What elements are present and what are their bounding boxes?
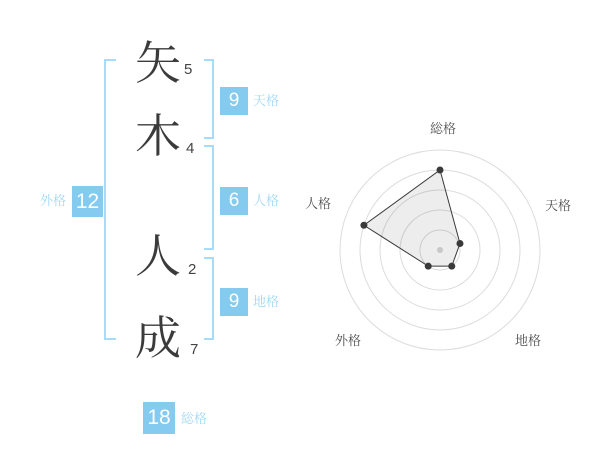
soukaku-label: 総格 [181,411,208,426]
chikaku-value-badge: 9 [220,288,248,316]
tenkaku-value-badge: 9 [220,87,248,115]
stroke-count-2: 4 [186,140,195,157]
name-char-4: 成 [135,312,181,364]
name-char-1: 矢 [135,37,181,89]
tenkaku-label: 天格 [253,93,280,108]
stroke-count-3: 2 [188,261,197,278]
radar-axis-label-soukaku: 総格 [430,121,457,136]
stroke-count-1: 5 [184,61,193,78]
jinkaku-label: 人格 [253,193,280,208]
gaikaku-value-badge: 12 [72,186,103,217]
radar-axis-label-jinkaku: 人格 [305,196,332,211]
name-char-2: 木 [135,110,181,162]
jinkaku-bracket [204,145,214,250]
radar-axis-label-chikaku: 地格 [515,333,542,348]
soukaku-value-badge: 18 [143,402,175,434]
chikaku-label: 地格 [253,294,280,309]
chikaku-bracket [204,257,214,340]
gaikaku-bracket [104,59,116,340]
gaikaku-label: 外格 [40,193,67,208]
radar-chart [330,140,550,360]
radar-axis-label-tenkaku: 天格 [545,198,572,213]
radar-axis-label-gaikaku: 外格 [335,333,362,348]
stroke-count-4: 7 [190,341,199,358]
tenkaku-bracket [204,59,214,139]
name-char-3: 人 [135,230,181,282]
jinkaku-value-badge: 6 [220,187,248,215]
